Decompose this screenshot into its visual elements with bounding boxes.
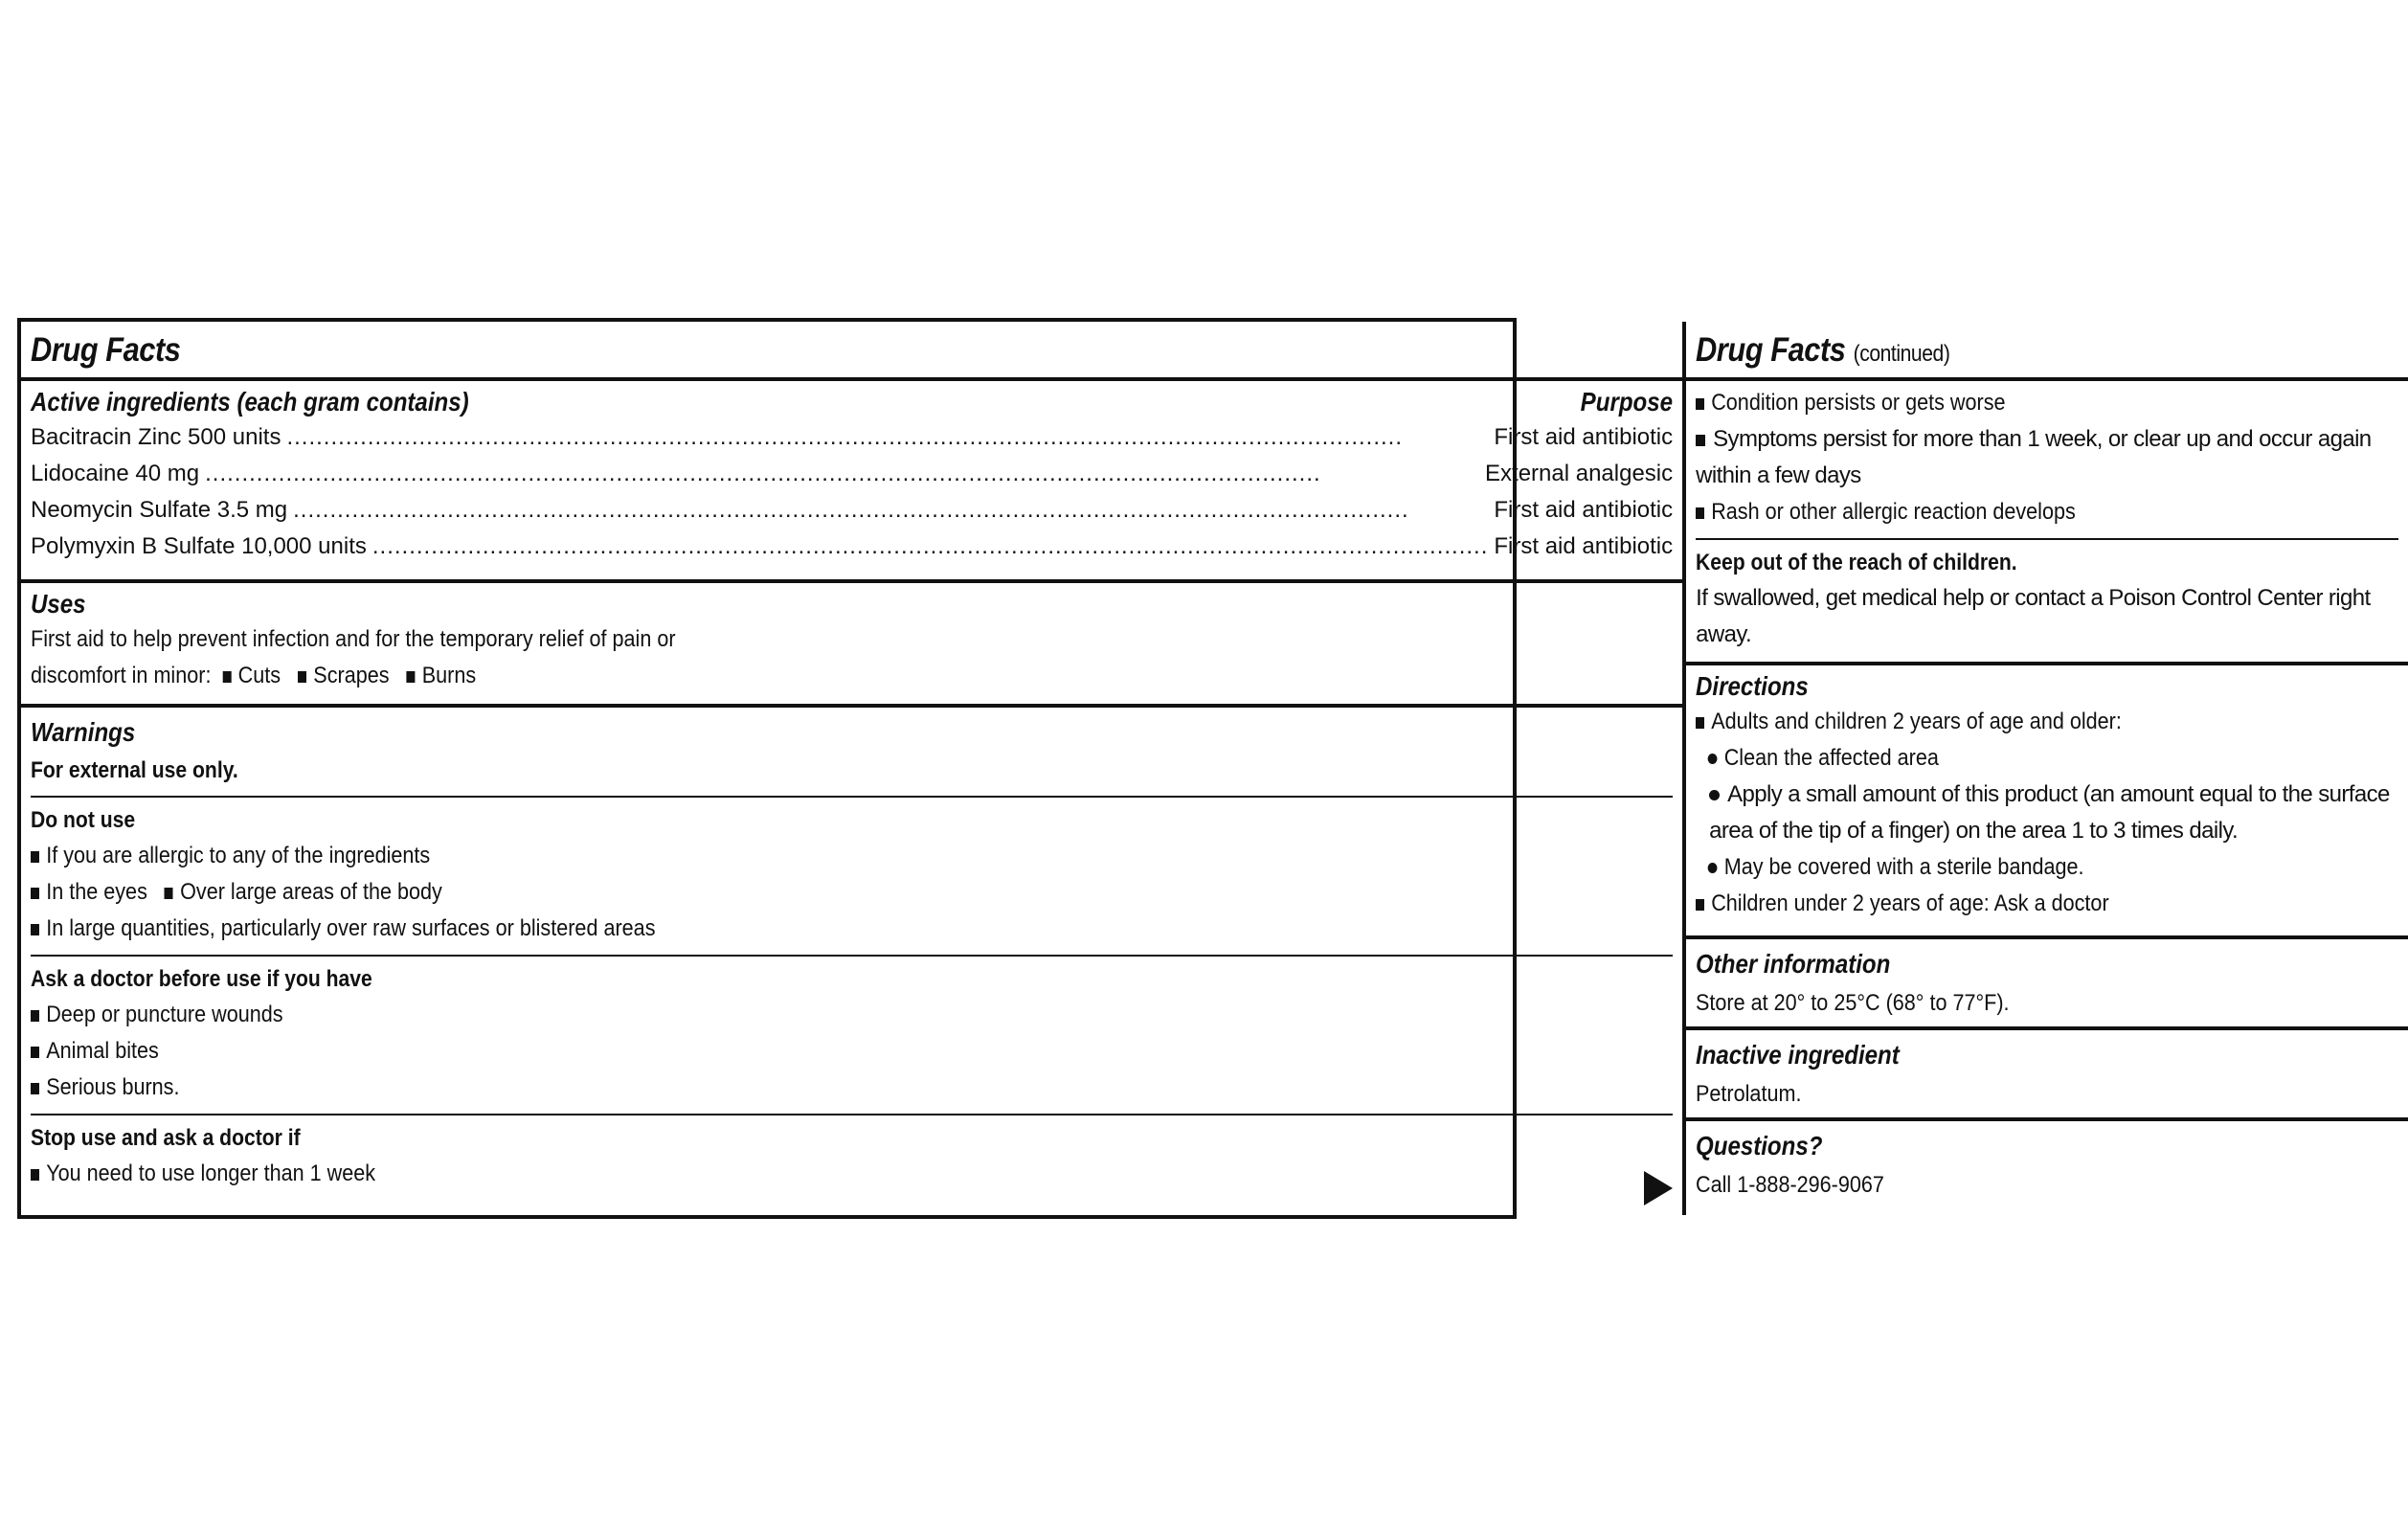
page-title: Drug Facts [31,331,181,369]
list-item-text: In large quantities, particularly over raw surfaces or blistered areas [46,915,656,941]
bullet-icon [1696,398,1704,410]
divider [1696,538,2398,540]
bullet-icon [31,851,39,863]
questions-heading: Questions? [1696,1131,1823,1160]
list-item-text: Condition persists or gets worse [1711,390,2006,416]
ingredient-purpose: External analgesic [1485,461,1674,486]
title-text: Drug Facts [1696,331,1846,369]
divider [31,955,1673,957]
list-item [31,838,1509,874]
ingredient-name: Polymyxin B Sulfate 10,000 units [31,533,367,559]
continued-label: (continued) [1853,341,1950,367]
purpose-heading: Purpose [1580,387,1674,417]
divider [31,1114,1673,1115]
ask-doctor-heading: Ask a doctor before use if you have [31,966,372,992]
dot-leader [293,492,1488,529]
left-column [21,322,1686,1215]
stop-use-continued-section [1686,381,2408,665]
uses-text-2 [31,658,1509,694]
list-item [31,911,1509,947]
ingredient-purpose: First aid antibiotic [1494,497,1674,523]
list-item [31,874,1509,911]
list-item-text: Apply a small amount of this product (an amount equal to the surface area of the tip of a finger) on the area 1 to 3 times daily. [1709,781,2390,844]
list-item-text: If you are allergic to any of the ingredients [46,843,431,868]
directions-heading: Directions [1696,671,1809,701]
uses-section [21,583,1682,708]
list-item [31,1033,1509,1070]
ingredient-row [31,492,1673,529]
other-info-heading: Other information [1696,949,1891,979]
list-item-text: In the eyes [46,879,147,905]
list-item-text: Children under 2 years of age: Ask a doctor [1711,890,2109,916]
list-item [1696,777,2398,849]
list-item-text: May be covered with a sterile bandage. [1723,854,2084,880]
use-item: Burns [421,663,477,688]
list-item [1696,421,2385,494]
bullet-icon [31,888,39,899]
warnings-section [21,708,1682,1215]
ingredient-row [31,419,1673,456]
list-item-text: You need to use longer than 1 week [46,1160,376,1186]
inactive-ingredient-heading: Inactive ingredient [1696,1040,1900,1070]
ingredient-name: Neomycin Sulfate 3.5 mg [31,497,288,523]
ingredient-purpose: First aid antibiotic [1494,533,1674,559]
divider [31,796,1673,798]
ingredient-row [31,529,1673,565]
ingredient-name: Lidocaine 40 mg [31,461,200,486]
keep-out-text: If swallowed, get medical help or contact a Poison Control Center right away. [1696,585,2371,647]
questions-phone: Call 1-888-296-9067 [1696,1172,1885,1198]
external-use-text: For external use only. [31,757,238,783]
bullet-icon [31,1010,39,1022]
directions-section [1686,665,2408,939]
use-item: Scrapes [313,663,390,688]
bullet-icon [1696,435,1705,446]
list-item [31,997,1509,1033]
dot-bullet-icon [1708,863,1718,873]
bullet-icon [298,671,306,683]
active-ingredients-heading: Active ingredients (each gram contains) [31,387,469,417]
list-item-text: Serious burns. [46,1074,180,1100]
keep-out-heading: Keep out of the reach of children. [1696,550,2017,575]
ingredient-row [31,456,1673,492]
page-title-continued [1696,324,2314,381]
list-item-text: Symptoms persist for more than 1 week, or clear up and occur again within a few days [1696,426,2372,488]
bullet-icon [1696,507,1704,519]
title-section [21,322,1682,381]
do-not-use-heading: Do not use [31,807,136,833]
bullet-icon [1696,899,1704,911]
ingredient-name: Bacitracin Zinc 500 units [31,424,281,450]
inactive-ingredient-section [1686,1030,2408,1121]
list-item-text: Animal bites [46,1038,159,1064]
right-column [1686,322,2408,1215]
list-item-text: Over large areas of the body [180,879,442,905]
inactive-ingredient-text: Petrolatum. [1696,1081,1802,1107]
dot-bullet-icon [1709,790,1720,800]
bullet-icon [31,924,39,935]
other-info-section [1686,939,2408,1030]
list-item-text: Adults and children 2 years of age and older: [1711,709,2123,734]
uses-text: First aid to help prevent infection and for the temporary relief of pain or [31,626,676,652]
bullet-icon [165,888,173,899]
list-item [1696,849,2329,886]
dot-leader [372,529,1489,565]
bullet-icon [31,1047,39,1058]
list-item [1696,494,2329,530]
list-item [1696,740,2329,777]
list-item [31,1156,1509,1192]
list-item-text: Clean the affected area [1723,745,1940,771]
list-item [1696,385,2329,421]
list-item-text: Rash or other allergic reaction develops [1711,499,2076,525]
bullet-icon [1696,717,1704,729]
list-item [1696,886,2329,922]
questions-section [1686,1121,2408,1215]
stop-use-heading: Stop use and ask a doctor if [31,1125,301,1151]
drug-facts-panel [17,318,2390,1219]
list-item [31,1070,1509,1106]
uses-text-prefix: discomfort in minor: [31,663,212,688]
continue-arrow-icon [1644,1171,1673,1205]
dot-leader [205,456,1479,492]
list-item [1696,704,2329,740]
bullet-icon [31,1083,39,1094]
ingredient-purpose: First aid antibiotic [1494,424,1674,450]
title-section-continued [1686,322,2408,381]
bullet-icon [407,671,416,683]
use-item: Cuts [237,663,281,688]
warnings-heading: Warnings [31,717,136,747]
list-item-text: Deep or puncture wounds [46,1002,283,1027]
bullet-icon [31,1169,39,1181]
uses-heading: Uses [31,589,86,619]
other-info-text: Store at 20° to 25°C (68° to 77°F). [1696,990,2010,1016]
bullet-icon [222,671,231,683]
active-ingredients-section [21,381,1682,583]
dot-bullet-icon [1708,754,1718,764]
dot-leader [286,419,1488,456]
